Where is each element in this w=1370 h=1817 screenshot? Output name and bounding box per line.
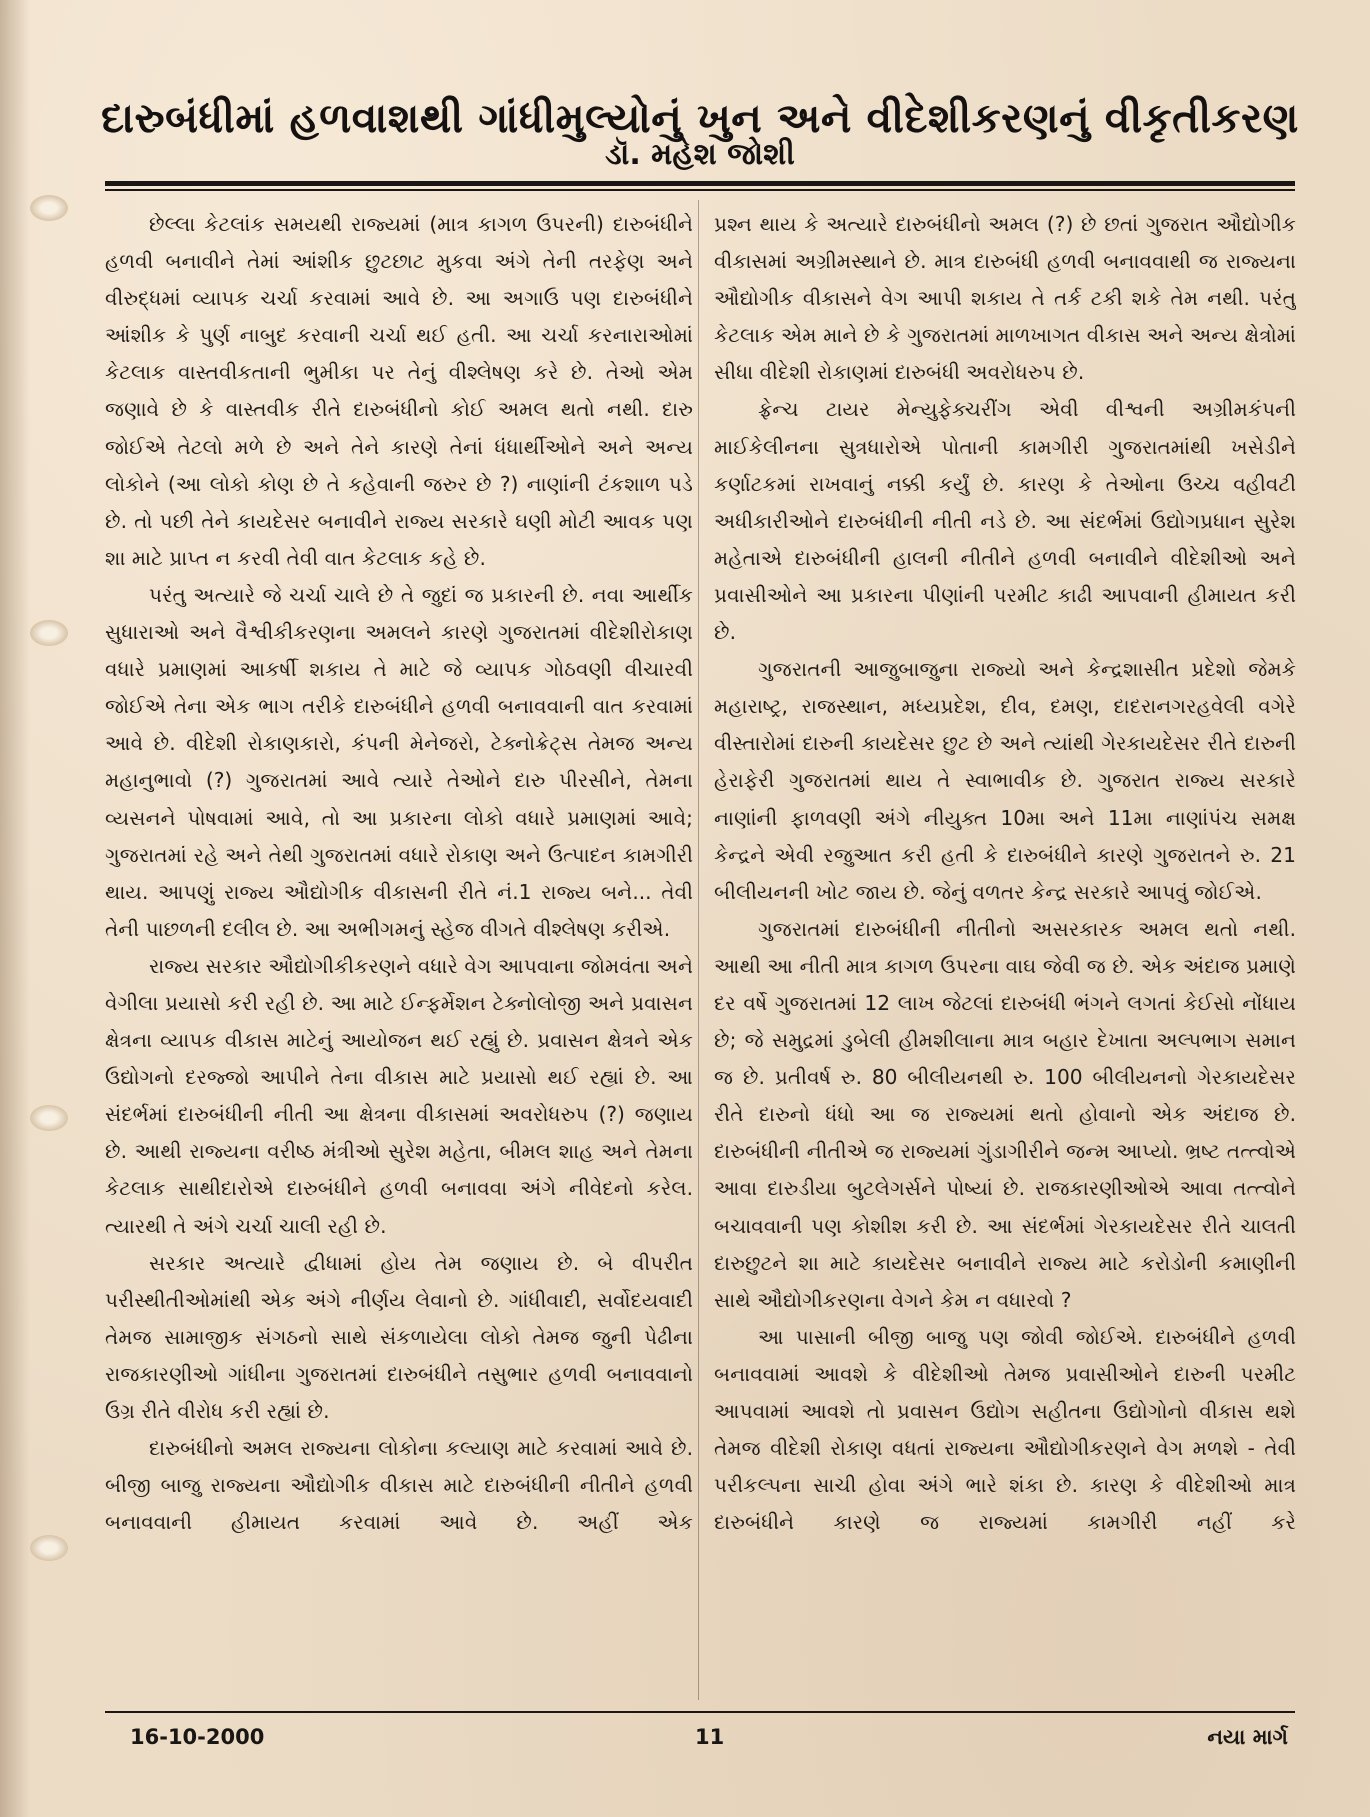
paragraph: આ પાસાની બીજી બાજુ પણ જોવી જોઈએ. દારુબંધીને હળવી બનાવવામાં આવશે કે વીદેશીઓ તેમજ પ્રવાસીઓને દારુની પરમીટ આપવામાં આવશે તો પ્રવાસન ઉદ્યોગ સહીતના ઉદ્યોગોનો વીકાસ થશે તેમજ વીદેશી રોકાણ વધતાં રાજ્યના ઔદ્યોગીકરણને વેગ મળશે - તેવી પરીકલ્પના સાચી હોવા અંગે ભારે શંકા છે. કારણ કે વીદેશીઓ માત્ર દારુબંધીને કારણે જ રાજ્યમાં કામગીરી નહીં કરે — [714, 1324, 1296, 1535]
page-edge-shadow — [0, 0, 30, 1817]
punch-hole-1 — [30, 195, 68, 221]
footer-rule — [105, 1711, 1295, 1713]
article-column-left — [105, 206, 693, 1708]
footer-date: 16-10-2000 — [130, 1725, 265, 1749]
column-divider — [698, 200, 699, 1700]
paragraph: ગુજરાતમાં દારુબંધીની નીતીનો અસરકારક અમલ થતો નથી. આથી આ નીતી માત્ર કાગળ ઉપરના વાઘ જેવી જ છે. એક અંદાજ પ્રમાણે દર વર્ષે ગુજરાતમાં 12 લાખ જેટલાં દારુબંધી ભંગને લગતાં કેઈસો નોંધાય છે; જે સમુદ્રમાં ડુબેલી હીમશીલાના માત્ર બહાર દેખાતા અલ્પભાગ સમાન જ છે. પ્રતીવર્ષ રુ. 80 બીલીયનથી રુ. 100 બીલીયનનો ગેરકાયદેસર રીતે દારુનો ધંધો આ જ રાજ્યમાં થતો હોવાનો એક અંદાજ છે. દારુબંધીની નીતીએ જ રાજ્યમાં ગુંડાગીરીને જન્મ આપ્યો. ભ્રષ્ટ તત્ત્વોએ આવા દારુડીયા બુટલેગર્સને પોષ્યાં છે. રાજકારણીઓએ આવા તત્ત્વોને બચાવવાની પણ કોશીશ કરી છે. આ સંદર્ભમાં ગેરકાયદેસર રીતે ચાલતી દારુછુટને શા માટે કાયદેસર બનાવીને રાજ્ય માટે કરોડોની કમાણીની સાથે ઔદ્યોગીકરણના વેગને કેમ ન વધારવો ? — [714, 916, 1296, 1312]
paragraph: પ્રશ્ન થાય કે અત્યારે દારુબંધીનો અમલ (?) છે છતાં ગુજરાત ઔદ્યોગીક વીકાસમાં અગ્રીમસ્થાને છે. માત્ર દારુબંધી હળવી બનાવવાથી જ રાજ્યના ઔદ્યોગીક વીકાસને વેગ આપી શકાય તે તર્ક ટકી શકે તેમ નથી. પરંતુ કેટલાક એમ માને છે કે ગુજરાતમાં માળખાગત વીકાસ અને અન્ય ક્ષેત્રોમાં સીધા વીદેશી રોકાણમાં દારુબંધી અવરોધરુપ છે. — [714, 212, 1296, 385]
paragraph: સરકાર અત્યારે દ્વીધામાં હોય તેમ જણાય છે. બે વીપરીત પરીસ્થીતીઓમાંથી એક અંગે નીર્ણય લેવાનો છે. ગાંધીવાદી, સર્વોદયવાદી તેમજ સામાજીક સંગઠનો સાથે સંકળાયેલા લોકો તેમજ જુની પેઢીના રાજકારણીઓ ગાંધીના ગુજરાતમાં દારુબંધીને તસુભાર હળવી બનાવવાનો ઉગ્ર રીતે વીરોધ કરી રહ્યાં છે. — [105, 1250, 693, 1423]
punch-hole-3 — [30, 1105, 68, 1131]
paragraph: ફ્રેન્ચ ટાયર મેન્યુફેક્ચરીંગ એવી વીશ્વની અગ્રીમકંપની માઈકેલીનના સુત્રધારોએ પોતાની કામગીરી ગુજરાતમાંથી ખસેડીને કર્ણાટકમાં રાખવાનું નક્કી કર્યું છે. કારણ કે તેઓના ઉચ્ચ વહીવટી અધીકારીઓને દારુબંધીની નીતી નડે છે. આ સંદર્ભમાં ઉદ્યોગપ્રધાન સુરેશ મહેતાએ દારુબંધીની હાલની નીતીને હળવી બનાવીને વીદેશીઓ અને પ્રવાસીઓને આ પ્રકારના પીણાંની પરમીટ કાઢી આપવાની હીમાયત કરી છે. — [714, 397, 1296, 645]
publication-name: નયા માર્ગ — [1207, 1725, 1288, 1749]
paragraph: દારુબંધીનો અમલ રાજ્યના લોકોના કલ્યાણ માટે કરવામાં આવે છે. બીજી બાજુ રાજ્યના ઔદ્યોગીક વીકાસ માટે દારુબંધીની નીતીને હળવી બનાવવાની હીમાયત કરવામાં આવે છે. અહીં એક — [105, 1436, 693, 1535]
punch-hole-2 — [30, 620, 68, 646]
header-rule-thick — [105, 181, 1295, 186]
article-author: ડૉ. મહેશ જોશી — [605, 137, 795, 172]
article-title: દારુબંધીમાં હળવાશથી ગાંધીમુલ્યોનું ખુન અને વીદેશીકરણનું વીકૃતીકરણ — [101, 94, 1299, 143]
article-column-right — [714, 206, 1296, 1708]
punch-hole-4 — [30, 1535, 68, 1561]
paragraph: પરંતુ અત્યારે જે ચર્ચા ચાલે છે તે જુદાં જ પ્રકારની છે. નવા આર્થીક સુધારાઓ અને વૈશ્વીકીકરણના અમલને કારણે ગુજરાતમાં વીદેશીરોકાણ વધારે પ્રમાણમાં આકર્ષી શકાય તે માટે જે વ્યાપક ગોઠવણી વીચારવી જોઈએ તેના એક ભાગ તરીકે દારુબંધીને હળવી બનાવવાની વાત કરવામાં આવે છે. વીદેશી રોકાણકારો, કંપની મેનેજરો, ટેક્નોક્રેટ્સ તેમજ અન્ય મહાનુભાવો (?) ગુજરાતમાં આવે ત્યારે તેઓને દારુ પીરસીને, તેમના વ્યસનને પોષવામાં આવે, તો આ પ્રકારના લોકો વધારે પ્રમાણમાં આવે; ગુજરાતમાં રહે અને તેથી ગુજરાતમાં વધારે રોકાણ અને ઉત્પાદન કામગીરી થાય. આપણું રાજ્ય ઔદ્યોગીક વીકાસની રીતે નં.1 રાજ્ય બને... તેવી તેની પાછળની દલીલ છે. આ અભીગમનું સ્હેજ વીગતે વીશ્લેષણ કરીએ. — [105, 582, 693, 941]
header-rule-thin — [105, 189, 1295, 191]
paragraph: છેલ્લા કેટલાંક સમયથી રાજ્યમાં (માત્ર કાગળ ઉપરની) દારુબંધીને હળવી બનાવીને તેમાં આંશીક છુટછાટ મુકવા અંગે તેની તરફેણ અને વીરુદ્ધમાં વ્યાપક ચર્ચા કરવામાં આવે છે. આ અગાઉ પણ દારુબંધીને આંશીક કે પુર્ણ નાબુદ કરવાની ચર્ચા થઈ હતી. આ ચર્ચા કરનારાઓમાં કેટલાક વાસ્તવીકતાની ભુમીકા પર તેનું વીશ્લેષણ કરે છે. તેઓ એમ જણાવે છે કે વાસ્તવીક રીતે દારુબંધીનો કોઈ અમલ થતો નથી. દારુ જોઈએ તેટલો મળે છે અને તેને કારણે તેનાં ધંધાર્થીઓને અને અન્ય લોકોને (આ લોકો કોણ છે તે કહેવાની જરુર છે ?) નાણાંની ટંકશાળ પડે છે. તો પછી તેને કાયદેસર બનાવીને રાજ્ય સરકારે ઘણી મોટી આવક પણ શા માટે પ્રાપ્ત ન કરવી તેવી વાત કેટલાક કહે છે. — [105, 212, 693, 570]
page-number: 11 — [695, 1725, 725, 1749]
paragraph: રાજ્ય સરકાર ઔદ્યોગીકીકરણને વધારે વેગ આપવાના જોમવંતા અને વેગીલા પ્રયાસો કરી રહી છે. આ માટે ઈન્ફર્મેશન ટેક્નોલોજી અને પ્રવાસન ક્ષેત્રના વ્યાપક વીકાસ માટેનું આયોજન થઈ રહ્યું છે. પ્રવાસન ક્ષેત્રને એક ઉદ્યોગનો દરજ્જો આપીને તેના વીકાસ માટે પ્રયાસો થઈ રહ્યાં છે. આ સંદર્ભમાં દારુબંધીની નીતી આ ક્ષેત્રના વીકાસમાં અવરોધરુપ (?) જણાય છે. આથી રાજ્યના વરીષ્ઠ મંત્રીઓ સુરેશ મહેતા, બીમલ શાહ અને તેમના કેટલાક સાથીદારોએ દારુબંધીને હળવી બનાવવા અંગે નીવેદનો કરેલ. ત્યારથી તે અંગે ચર્ચા ચાલી રહી છે. — [105, 953, 693, 1238]
paragraph: ગુજરાતની આજુબાજુના રાજ્યો અને કેન્દ્રશાસીત પ્રદેશો જેમકે મહારાષ્ટ્ર, રાજસ્થાન, મધ્યપ્રદેશ, દીવ, દમણ, દાદરાનગરહવેલી વગેરે વીસ્તારોમાં દારુની કાયદેસર છુટ છે અને ત્યાંથી ગેરકાયદેસર રીતે દારુની હેરાફેરી ગુજરાતમાં થાય તે સ્વાભાવીક છે. ગુજરાત રાજ્ય સરકારે નાણાંની ફાળવણી અંગે નીયુક્ત 10મા અને 11મા નાણાંપંચ સમક્ષ કેન્દ્રને એવી રજુઆત કરી હતી કે દારુબંધીને કારણે ગુજરાતને રુ. 21 બીલીયનની ખોટ જાય છે. જેનું વળતર કેન્દ્ર સરકારે આપવું જોઈએ. — [714, 657, 1296, 904]
